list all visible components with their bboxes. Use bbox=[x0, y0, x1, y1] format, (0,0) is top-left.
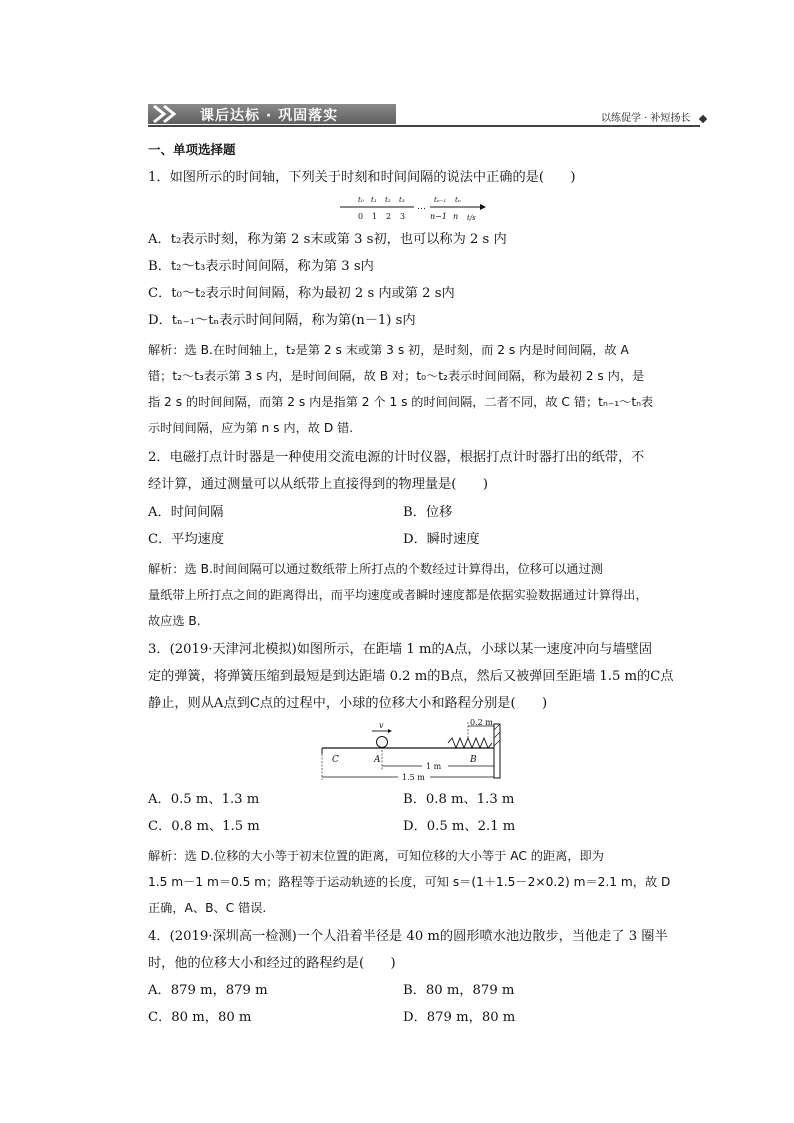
tick-label-bottom: 1 bbox=[372, 212, 378, 221]
distance-label-1-5m: 1.5 m bbox=[402, 773, 425, 782]
q2-solution-line: 量纸带上所打点之间的距离得出，而平均速度或者瞬时速度都是依据实验数据通过计算得出， bbox=[148, 588, 648, 602]
q4-stem-line: 4．(2019·深圳高一检测)一个人沿着半径是 40 m的圆形喷水池边散步，当他走了 3 圈半 bbox=[148, 929, 668, 944]
axis-arrow-icon bbox=[480, 204, 486, 210]
q1-stem: 1．如图所示的时间轴，下列关于时刻和时间间隔的说法中正确的是( ) bbox=[148, 170, 576, 185]
velocity-arrow-head-icon bbox=[388, 729, 392, 733]
q4-stem-line: 时，他的位移大小和经过的路程约是( ) bbox=[148, 956, 396, 971]
tick-label-bottom: n−1 bbox=[430, 212, 447, 221]
tick-label-top: t₃ bbox=[399, 196, 405, 204]
point-label-b: B bbox=[470, 755, 477, 765]
tick-label-top: tₙ₋₁ bbox=[434, 196, 447, 204]
q1-solution-line: 指 2 s 的时间间隔，而第 2 s 内是指第 2 个 1 s 的时间间隔，二者不同，故 C 错；tₙ₋₁～tₙ表 bbox=[148, 395, 654, 409]
q1-option-b: B．t₂～t₃表示时间间隔，称为第 3 s内 bbox=[148, 259, 374, 274]
q1-option-c: C．t₀～t₂表示时间间隔，称为最初 2 s 内或第 2 s内 bbox=[148, 286, 455, 301]
tick-label-top: tₙ bbox=[455, 196, 461, 204]
ball-icon bbox=[377, 737, 388, 748]
q1-option-a: A．t₂表示时刻，称为第 2 s末或第 3 s初，也可以称为 2 s 内 bbox=[148, 232, 507, 247]
q2-solution-line: 解析：选 B.时间间隔可以通过数纸带上所打点的个数经过计算得出，位移可以通过测 bbox=[148, 562, 603, 576]
q2-stem-line: 2．电磁打点计时器是一种使用交流电源的计时仪器，根据打点计时器打出的纸带，不 bbox=[148, 450, 645, 465]
q2-stem-line: 经计算，通过测量可以从纸带上直接得到的物理量是( ) bbox=[148, 477, 488, 492]
q4-option-b: B．80 m，879 m bbox=[403, 983, 515, 998]
q2-solution-line: 故应选 B. bbox=[148, 614, 201, 628]
q2-option-d: D．瞬时速度 bbox=[403, 532, 480, 547]
q3-option-b: B．0.8 m、1.3 m bbox=[403, 792, 515, 807]
q3-solution-line: 解析：选 D.位移的大小等于初末位置的距离，可知位移的大小等于 AC 的距离，即为 bbox=[148, 849, 604, 863]
header-motto: 以练促学 · 补短扬长 bbox=[601, 113, 691, 124]
point-label-a: A bbox=[374, 755, 381, 765]
q3-stem-line: 定的弹簧，将弹簧压缩到最短是到达距墙 0.2 m的B点，然后又被弹回至距墙 1.5 m的C点 bbox=[148, 669, 674, 684]
q1-time-axis-figure bbox=[338, 192, 488, 222]
wall bbox=[494, 724, 500, 778]
tick-label-top: t₀ bbox=[358, 196, 364, 204]
q3-stem-line: 静止，则从A点到C点的过程中，小球的位移大小和路程分别是( ) bbox=[148, 696, 548, 711]
header-rule bbox=[148, 125, 700, 127]
q2-option-c: C．平均速度 bbox=[148, 532, 225, 547]
axis-unit-label: t/s bbox=[467, 214, 476, 222]
q4-option-d: D．879 m，80 m bbox=[403, 1010, 516, 1025]
diamond-icon bbox=[699, 115, 707, 123]
q2-option-a: A．时间间隔 bbox=[148, 505, 224, 520]
q3-solution-line: 1.5 m－1 m＝0.5 m；路程等于运动轨迹的长度，可知 s＝(1＋1.5－2×0.2) m＝2.1 m，故 D bbox=[148, 875, 671, 889]
q3-option-d: D．0.5 m、2.1 m bbox=[403, 819, 516, 834]
q4-option-a: A．879 m，879 m bbox=[148, 983, 268, 998]
point-label-c: C bbox=[332, 755, 339, 765]
section-heading: 一、单项选择题 bbox=[148, 142, 236, 157]
distance-label-0-2m: 0.2 m bbox=[470, 718, 493, 727]
q3-option-a: A．0.5 m、1.3 m bbox=[148, 792, 260, 807]
tick-label-bottom: 3 bbox=[400, 212, 406, 221]
tick-label-top: t₂ bbox=[385, 196, 391, 204]
q2-option-b: B．位移 bbox=[403, 505, 453, 520]
spring-icon bbox=[448, 738, 492, 748]
tick-label-bottom: 0 bbox=[358, 212, 364, 221]
q3-option-c: C．0.8 m、1.5 m bbox=[148, 819, 260, 834]
q3-solution-line: 正确，A、B、C 错误. bbox=[148, 901, 267, 915]
section-banner-title: 课后达标 · 巩固落实 bbox=[200, 108, 339, 124]
tick-label-bottom: 2 bbox=[386, 212, 392, 221]
q1-solution-line: 解析：选 B.在时间轴上，t₂是第 2 s 末或第 3 s 初，是时刻，而 2 s 内是时间间隔，故 A bbox=[148, 343, 629, 357]
q3-stem-line: 3．(2019·天津河北模拟)如图所示，在距墙 1 m的A点，小球以某一速度冲向与墙壁固 bbox=[148, 642, 653, 657]
tick-label-bottom: n bbox=[453, 212, 459, 221]
q1-solution-line: 示时间间隔，应为第 n s 内，故 D 错. bbox=[148, 421, 354, 435]
q1-option-d: D．tₙ₋₁～tₙ表示时间间隔，称为第(n－1) s内 bbox=[148, 313, 416, 328]
tick-label-top: t₁ bbox=[371, 196, 377, 204]
velocity-label: v bbox=[379, 721, 384, 730]
axis-ellipsis: … bbox=[417, 202, 426, 212]
q3-spring-wall-figure bbox=[318, 718, 504, 786]
double-chevron-icon bbox=[150, 104, 196, 124]
q1-solution-line: 错；t₂～t₃表示第 3 s 内，是时间间隔，故 B 对；t₀～t₂表示时间间隔，称为最初 2 s 内，是 bbox=[148, 369, 645, 383]
q4-option-c: C．80 m，80 m bbox=[148, 1010, 252, 1025]
distance-label-1m: 1 m bbox=[426, 762, 442, 771]
